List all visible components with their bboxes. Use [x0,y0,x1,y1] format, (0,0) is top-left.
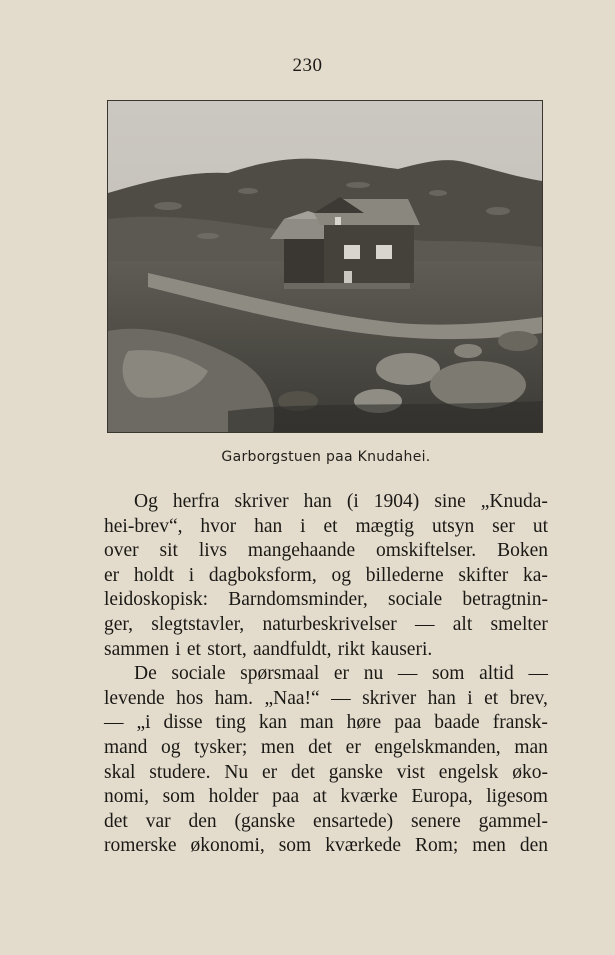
text-line: romerske økonomi, som kværkede Rom; men den [104,835,548,857]
page-number: 230 [292,55,323,76]
text-line: levende hos ham. „Naa!“ — skriver han i et brev, [104,687,548,709]
text-line: Og herfra skriver han (i 1904) sine „Knuda- [134,491,548,512]
photo-caption: Garborgstuen paa Knudahei. [221,449,431,465]
text-line: ger, slegtstavler, naturbeskrivelser — alt smelter [104,613,548,635]
text-line: det var den (ganske ensartede) senere gammel- [104,810,548,832]
body-text [104,490,548,859]
text-line: mand og tysker; men det er engelskmanden, man [104,736,548,758]
text-line: hei-brev“, hvor han i et mægtig utsyn ser ut [104,515,548,537]
text-line: leidoskopisk: Barndomsminder, sociale betragtnin- [104,589,548,611]
text-line: De sociale spørsmaal er nu — som altid — [134,663,548,685]
text-line: over sit livs mangehaande omskiftelser. Boken [104,540,548,562]
text-line: nomi, som holder paa at kværke Europa, ligesom [104,786,548,808]
garborgstuen-photo [107,100,543,433]
text-line: skal studere. Nu er det ganske vist engelsk øko- [104,761,548,783]
text-line: er holdt i dagboksform, og billederne skifter ka- [104,564,548,586]
photo-illustration [108,101,542,432]
text-line: sammen i et stort, aandfuldt, rikt kauseri. [104,638,433,660]
text-line: — „i disse ting kan man høre paa baade fransk- [104,712,548,734]
